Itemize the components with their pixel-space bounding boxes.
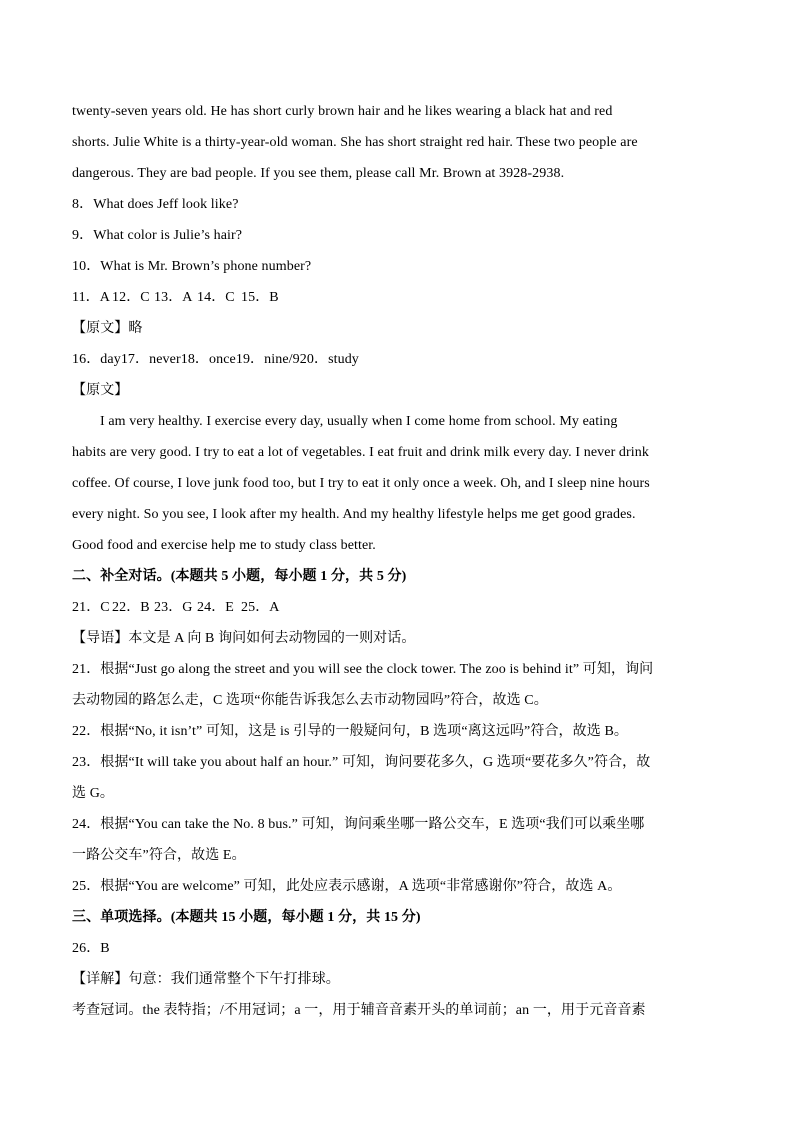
answer-row-21-25 [72, 592, 722, 623]
explanation-line: 25．根据“You are welcome” 可知，此处应表示感谢，A 选项“非常感谢你”符合，故选 A。 [72, 879, 622, 894]
explanation-line: 24．根据“You can take the No. 8 bus.” 可知，询问乘坐哪一路公交车，E 选项“我们可以乘坐哪 [72, 817, 645, 832]
answer-row-11-15 [72, 282, 722, 313]
document-page [72, 96, 722, 1026]
question-8: 8．What does Jeff look like? [72, 197, 239, 212]
passage-line [72, 96, 722, 127]
answer-26: 26．B [72, 941, 110, 956]
answer-14: 14．C [197, 290, 235, 305]
answer-21: 21．C [72, 600, 110, 615]
passage-text: twenty-seven years old. He has short curly brown hair and he likes wearing a black hat and red [72, 104, 613, 119]
question-9: 9．What color is Julie’s hair? [72, 228, 243, 243]
explanation-line: 考查冠词。the 表特指；/不用冠词；a 一，用于辅音音素开头的单词前；an 一，用于元音音素 [72, 1003, 646, 1018]
explanation-line: 选 G。 [72, 786, 115, 801]
passage-line [72, 158, 722, 189]
daoyu-note: 【导语】本文是 A 向 B 询问如何去动物园的一则对话。 [72, 631, 416, 646]
explanation-line: 22．根据“No, it isn’t” 可知，这是 is 引导的一般疑问句，B 选项“离这远吗”符合，故选 B。 [72, 724, 628, 739]
explanation-line: 23．根据“It will take you about half an hour.” 可知，询问要花多久，G 选项“要花多久”符合，故 [72, 755, 651, 770]
question-10: 10．What is Mr. Brown’s phone number? [72, 259, 312, 274]
passage-line: habits are very good. I try to eat a lot of vegetables. I eat fruit and drink milk every day. I never drink [72, 445, 649, 460]
passage-text: dangerous. They are bad people. If you see them, please call Mr. Brown at 3928-2938. [72, 166, 565, 181]
yuanwen-label: 【原文】 [72, 383, 129, 398]
answer-18: 18．once [180, 352, 236, 367]
answer-24: 24．E [197, 600, 234, 615]
passage-line: coffee. Of course, I love junk food too, but I try to eat it only once a week. Oh, and I sleep nine hours [72, 476, 650, 491]
passage-line: Good food and exercise help me to study class better. [72, 538, 376, 553]
answer-12: 12．C [112, 290, 150, 305]
section-heading: 三、单项选择。(本题共 15 小题，每小题 1 分，共 15 分) [72, 910, 421, 925]
answer-13: 13．A [154, 290, 193, 305]
passage-line: I am very healthy. I exercise every day, usually when I come home from school. My eating [100, 414, 618, 429]
answer-22: 22．B [112, 600, 150, 615]
passage-line [72, 127, 722, 158]
xiangjie-note: 【详解】句意：我们通常整个下午打排球。 [72, 972, 340, 987]
answer-20: 20．study [299, 352, 359, 367]
answer-15: 15．B [241, 290, 279, 305]
answer-11: 11．A [72, 290, 110, 305]
passage-text: shorts. Julie White is a thirty-year-old woman. She has short straight red hair. These two people are [72, 135, 638, 150]
explanation-line: 一路公交车”符合，故选 E。 [72, 848, 246, 863]
explanation-line: 21．根据“Just go along the street and you will see the clock tower. The zoo is behind it” 可知，询问 [72, 662, 654, 677]
answer-19: 19．nine/9 [235, 352, 300, 367]
section-heading: 二、补全对话。(本题共 5 小题，每小题 1 分，共 5 分) [72, 569, 407, 584]
yuanwen-label: 【原文】略 [72, 321, 143, 336]
answer-17: 17．never [120, 352, 181, 367]
explanation-line: 去动物园的路怎么走，C 选项“你能告诉我怎么去市动物园吗”符合，故选 C。 [72, 693, 548, 708]
answer-16: 16．day [72, 352, 121, 367]
answer-23: 23．G [154, 600, 193, 615]
answer-row-16-20 [72, 344, 722, 375]
passage-line: every night. So you see, I look after my health. And my healthy lifestyle helps me get good grades. [72, 507, 636, 522]
answer-25: 25．A [241, 600, 280, 615]
